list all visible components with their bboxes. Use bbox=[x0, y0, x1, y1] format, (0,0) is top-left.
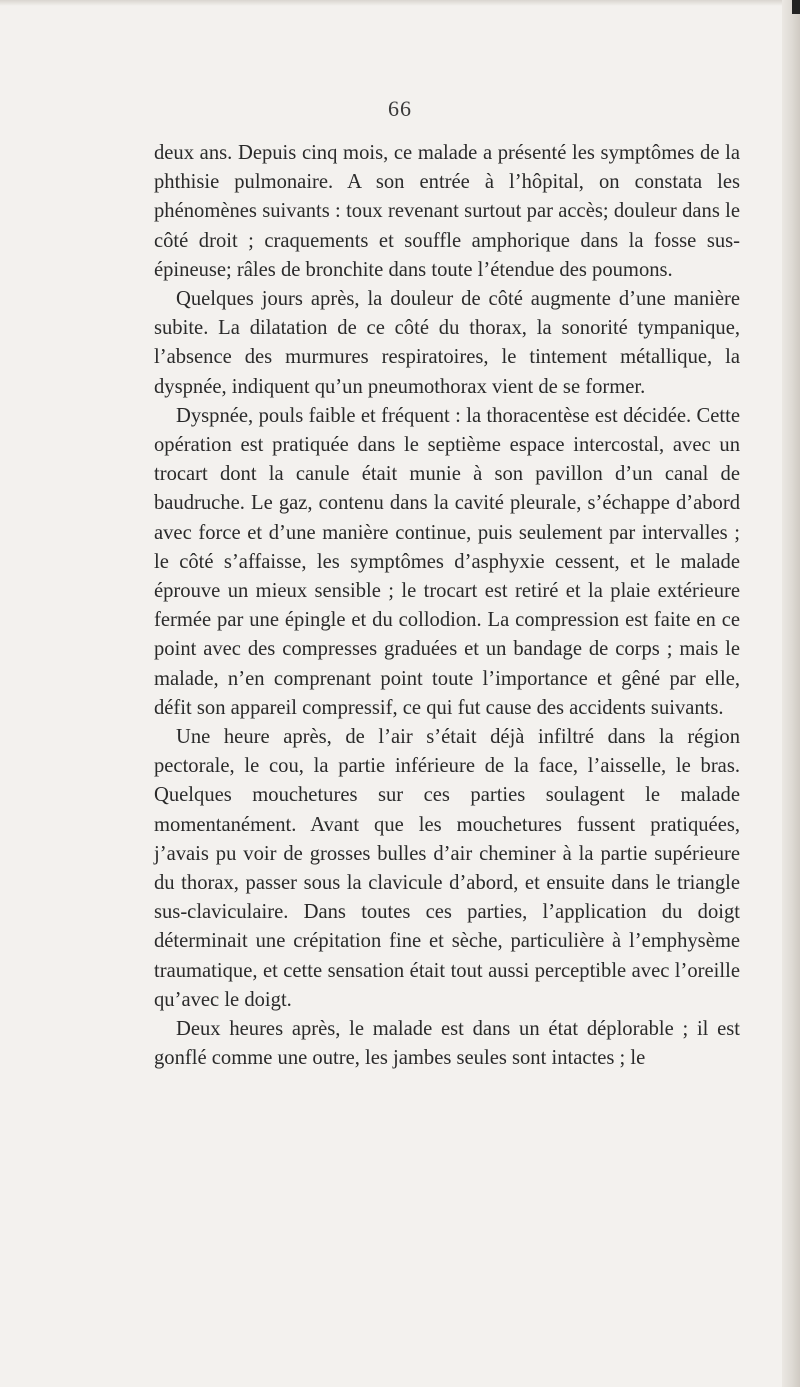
page-corner-mark bbox=[792, 0, 800, 14]
paragraph: Dyspnée, pouls faible et fréquent : la thoracentèse est décidée. Cette opération est pratiquée dans le septième espace intercostal, avec un trocart dont la canule était munie à son pavillon d’un canal de baudruche. Le gaz, contenu dans la cavité pleurale, s’échappe d’abord avec force et d’une manière continue, puis seulement par intervalles ; le côté s’affaisse, les symptômes d’asphyxie cessent, et le malade éprouve un mieux sensible ; le trocart est retiré et la plaie extérieure fermée par une épingle et du collodion. La compression est faite en ce point avec des compresses graduées et un bandage de corps ; mais le malade, n’en comprenant point toute l’importance et gêné par elle, défit son appareil compressif, ce qui fut cause des accidents suivants. bbox=[154, 404, 740, 719]
page-top-shadow bbox=[0, 0, 800, 6]
paragraph: Deux heures après, le malade est dans un état déplorable ; il est gonflé comme une outre, les jambes seules sont intactes ; le bbox=[154, 1018, 740, 1070]
body-text bbox=[154, 139, 740, 1074]
paragraph: Quelques jours après, la douleur de côté augmente d’une manière subite. La dilatation de ce côté du thorax, la sonorité tympanique, l’absence des murmures respiratoires, le tintement métallique, la dyspnée, indiquent qu’un pneumothorax vient de se former. bbox=[154, 288, 740, 398]
paragraph-continued: deux ans. Depuis cinq mois, ce malade a présenté les symptômes de la phthisie pulmonaire. A son entrée à l’hôpital, on constata les phénomènes suivants : toux revenant surtout par accès; douleur dans le côté droit ; craquements et souffle amphorique dans la fosse sus-épineuse; râles de bronchite dans toute l’étendue des poumons. bbox=[154, 142, 740, 281]
paragraph: Une heure après, de l’air s’était déjà infiltré dans la région pectorale, le cou, la partie inférieure de la face, l’aisselle, le bras. Quelques mouchetures sur ces parties soulagent le malade momentanément. Avant que les mouchetures fussent pratiquées, j’avais pu voir de grosses bulles d’air cheminer à la partie supérieure du thorax, passer sous la clavicule d’abord, et ensuite dans le triangle sus-claviculaire. Dans toutes ces parties, l’application du doigt déterminait une crépitation fine et sèche, particulière à l’emphysème traumatique, et cette sensation était tout aussi perceptible avec l’oreille qu’avec le doigt. bbox=[154, 726, 740, 1011]
page-number: 66 bbox=[388, 96, 412, 121]
page-right-edge bbox=[782, 0, 800, 1387]
